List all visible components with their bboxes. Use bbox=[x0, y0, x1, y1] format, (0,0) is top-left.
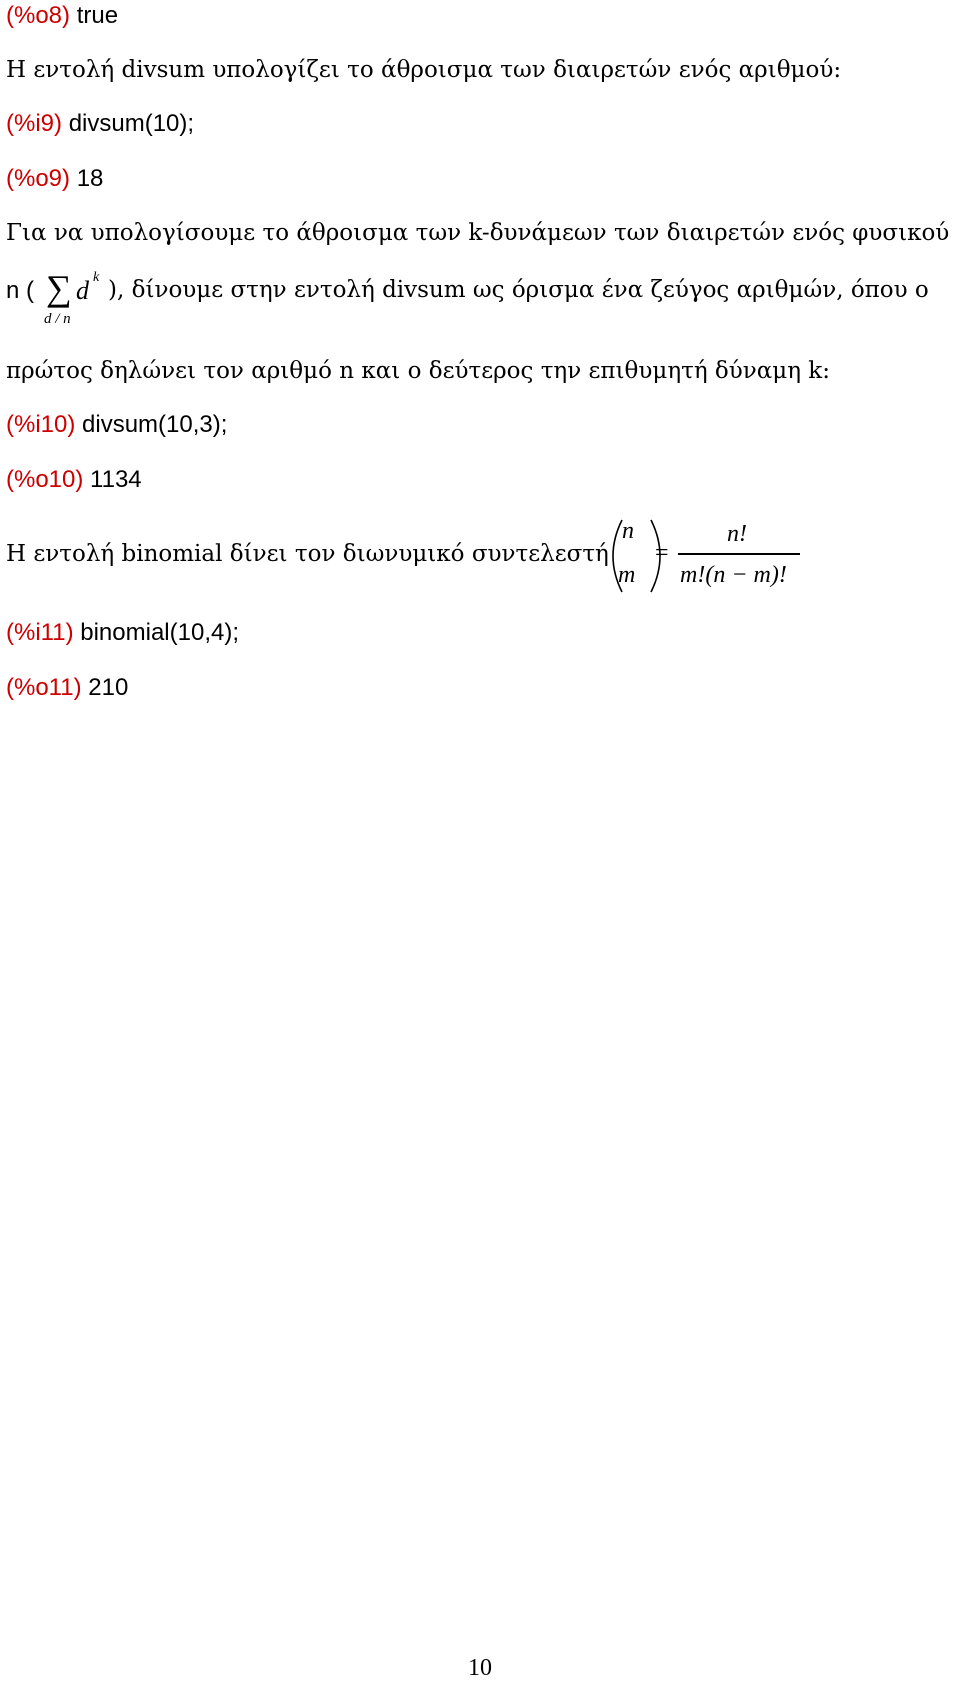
input-label: (%i9) bbox=[6, 110, 63, 137]
binomial-top: n bbox=[622, 518, 634, 544]
equals-sign: = bbox=[655, 540, 669, 566]
input-command: divsum(10,3); bbox=[82, 411, 228, 438]
output-value: 18 bbox=[76, 165, 104, 192]
sum-term-base: d bbox=[76, 276, 89, 305]
output-line-o9 bbox=[6, 165, 103, 193]
input-line-i10[interactable] bbox=[6, 411, 227, 439]
output-line-o10 bbox=[6, 466, 142, 494]
input-line-i11[interactable] bbox=[6, 619, 239, 647]
fraction-bar bbox=[678, 553, 800, 555]
paragraph-divsum-intro: Η εντολή divsum υπολογίζει το άθροισμα των διαιρετών ενός αριθμού: bbox=[6, 57, 842, 83]
binomial-bottom: m bbox=[618, 562, 636, 588]
output-label: (%o10) bbox=[6, 466, 84, 493]
output-value: true bbox=[76, 2, 119, 29]
output-label: (%o9) bbox=[6, 165, 71, 192]
prefix-text: n ( bbox=[6, 277, 35, 304]
fraction-denominator: m!(n − m)! bbox=[680, 562, 787, 588]
page-number: 10 bbox=[468, 1655, 492, 1681]
output-label: (%o8) bbox=[6, 2, 71, 29]
sum-symbol: ∑ bbox=[46, 268, 72, 308]
paragraph-args: πρώτος δηλώνει τον αριθμό n και ο δεύτερος την επιθυμητή δύναμη k: bbox=[6, 358, 830, 384]
paragraph-k-powers: Για να υπολογίσουμε το άθροισμα των k-δυνάμεων των διαιρετών ενός φυσικού bbox=[6, 220, 950, 246]
fraction-numerator: n! bbox=[727, 521, 747, 547]
input-label: (%i10) bbox=[6, 411, 76, 438]
sum-index: d / n bbox=[44, 311, 71, 327]
input-command: binomial(10,4); bbox=[80, 619, 239, 646]
output-line-o8 bbox=[6, 2, 118, 30]
output-line-o11 bbox=[6, 674, 128, 702]
input-command: divsum(10); bbox=[68, 110, 195, 137]
input-line-i9[interactable] bbox=[6, 110, 194, 138]
input-label: (%i11) bbox=[6, 619, 74, 646]
rest-text: ), δίνουμε στην εντολή divsum ως όρισμα ένα ζεύγος αριθμών, όπου ο bbox=[108, 277, 929, 303]
sum-term-exponent: k bbox=[93, 270, 100, 285]
binomial-text: Η εντολή binomial δίνει τον διωνυμικό συντελεστή bbox=[6, 541, 609, 567]
output-value: 1134 bbox=[90, 466, 142, 493]
output-label: (%o11) bbox=[6, 674, 82, 701]
output-value: 210 bbox=[88, 674, 129, 701]
